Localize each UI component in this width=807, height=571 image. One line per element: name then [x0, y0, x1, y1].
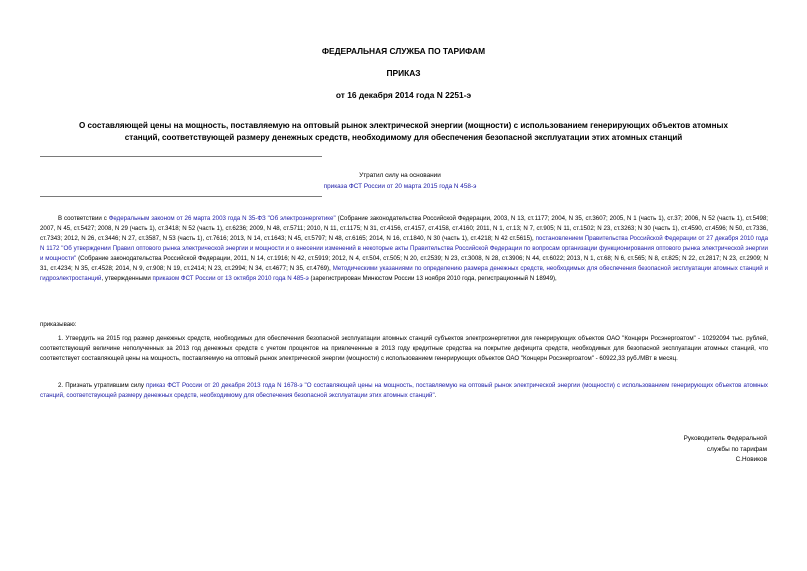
federal-law-link[interactable]: Федеральным законом от 26 марта 2003 года N 35-ФЗ "Об электроэнергетике": [108, 215, 336, 222]
document-subject-line2: станций, соответствующей размеру денежных средств, необходимому для обеспечения безопасной эксплуатации этих атомных станций: [124, 132, 683, 142]
signature-name: С.Новиков: [735, 456, 767, 463]
document-date-number: от 16 декабря 2014 года N 2251-э: [335, 90, 472, 100]
document-subject: [40, 120, 767, 143]
fst-order-485-link[interactable]: приказом ФСТ России от 13 октября 2010 года N 485-э: [152, 275, 309, 282]
signature-line-1: Руководитель Федеральной: [683, 435, 767, 442]
signature-block: [527, 434, 767, 466]
order-word: приказываю:: [40, 321, 77, 328]
document-subject-line1: О составляющей цены на мощность, поставляемую на оптовый рынок электрической энергии (мощности) с использованием генерирующих объектов атомных: [79, 121, 728, 130]
status-link[interactable]: приказа ФСТ России от 20 марта 2015 года N 458-э: [323, 183, 477, 190]
preamble-text-1: В соответствии с: [58, 215, 109, 222]
preamble-paragraph: [40, 214, 768, 284]
divider-top: [40, 156, 322, 157]
preamble-text-3: (Собрание законодательства Российской Федерации, 2011, N 14, ст.1916; N 42, ст.5919; 2012, N 4, ст.504, ст.505; N 20, ст.2539; N 23, ст.3008, N 28, ст.3906; N 44, ст.6022; 2013, N 1, ст.68; N 6, ст.565; N 8, ст.825; N 22, ст.2817; N 23, ст.2909; N 31, ст.4234; N 35, ст.4528; 2014, N 9, ст.908; N 19, ст.2414; N 23, ст.2994; N 34, ст.4677; N 35, ст.4769),: [40, 255, 769, 272]
government-decree-link[interactable]: постановлением Правительства Российской Федерации от 27 декабря 2010 года N 1172 "Об утверждении Правил оптового рынка электрической энергии и мощности и о внесении изменений в некоторые акты Правительства Российской Федерации по вопросам организации функционирования оптового рынка электрической энергии и мощности": [40, 235, 769, 262]
methodical-guidelines-link[interactable]: Методическими указаниями по определению размера денежных средств, необходимых для обеспечения безопасной эксплуатации атомных станций и гидроэлектростанций: [40, 265, 768, 282]
item2-text-1: 2. Признать утратившим силу: [58, 382, 147, 389]
status-notice: [220, 170, 580, 192]
signature-line-2: службы по тарифам: [706, 445, 767, 453]
agency-title: ФЕДЕРАЛЬНАЯ СЛУЖБА ПО ТАРИФАМ: [321, 46, 486, 56]
preamble-text-4: , утвержденными: [101, 275, 153, 282]
divider-bottom: [40, 196, 322, 197]
preamble-text-5: (зарегистрирован Минюстом России 13 ноября 2010 года, регистрационный N 18949),: [308, 275, 557, 282]
document-type: ПРИКАЗ: [386, 68, 421, 78]
item2-text-2: .: [434, 392, 437, 399]
preamble-text-2: (Собрание законодательства Российской Федерации, 2003, N 13, ст.1177; 2004, N 35, ст.3607; 2005, N 1 (часть 1), ст.37; 2006, N 52 (часть 1), ст.5498; 2007, N 45, ст.5427; 2008, N 29 (часть 1), ст.3418; N 52 (часть 1), ст.6236; 2009, N 48, ст.5711; 2010, N 11, ст.1175; N 31, ст.4156, ст.4157, ст.4158, ст.4160; 2011, N 1, ст.13; N 7, ст.905; N 11, ст.1502; N 23, ст.3263; N 30 (часть 1), ст.4590, ст.4596; N 50, ст.7336, ст.7343; 2012, N 26, ст.3446; N 27, ст.3587, N 53 (часть 1), ст.7616; 2013, N 14, ст.1643; N 45, ст.5797; N 48, ст.6165; 2014, N 16, ст.1840, N 30 (часть 1), ст.4218; N 42 ст.5615),: [40, 215, 768, 242]
order-item-1: 1. Утвердить на 2015 год размер денежных средств, необходимых для обеспечения безопасной эксплуатации атомных станций субъектов электроэнергетики для генерирующих объектов ОАО "Концерн Росэнергоатом" - 10292094 тыс. рублей, соответствующий величине неполученных за 2013 год денежных средств с учетом процентов на привлеченные в 2013 году кредитные средства на покрытие дефицита средств, необходимых для безопасной эксплуатации атомных станций, что соответствует составляющей цены на мощность, поставляемую на оптовый рынок электрической энергии (мощности) с использованием генерирующих объектов ОАО "Концерн Росэнергоатом" - 60922,33 руб./МВт в месяц.: [40, 335, 768, 362]
repealed-order-link[interactable]: приказ ФСТ России от 20 декабря 2013 года N 1678-э "О составляющей цены на мощность, поставляемую на оптовый рынок электрической энергии (мощности) с использованием генерирующих объектов атомных станций, соответствующей размеру денежных средств, необходимому для обеспечения безопасной эксплуатации этих атомных станций": [40, 382, 768, 399]
order-item-2: [40, 381, 768, 401]
status-text: Утратил силу на основании: [359, 172, 441, 179]
